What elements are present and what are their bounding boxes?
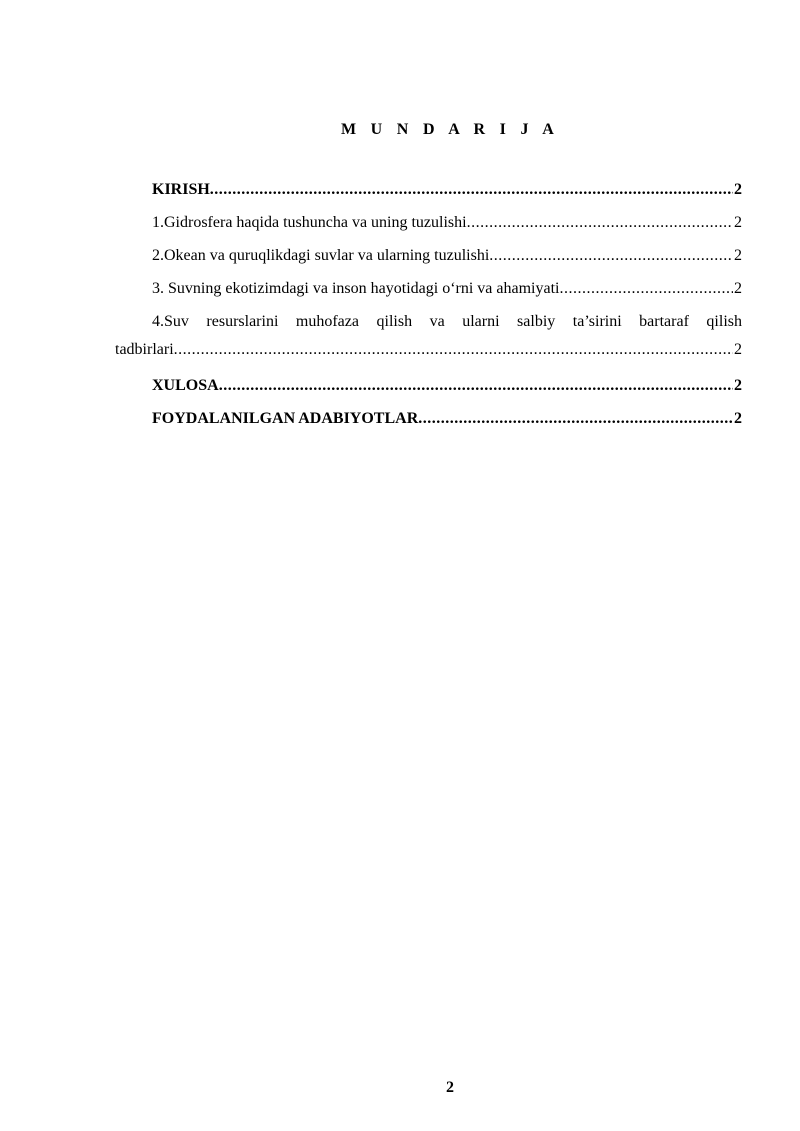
dot-leader xyxy=(489,244,733,268)
dot-leader xyxy=(418,407,733,431)
dot-leader xyxy=(210,178,733,202)
toc-entry-section-1[interactable] xyxy=(115,211,742,244)
toc-entry-title: XULOSA xyxy=(152,377,219,394)
page-title: M U N D A R I J A xyxy=(340,121,560,138)
toc-entry-page: 2 xyxy=(734,247,742,264)
toc-entry-section-3[interactable] xyxy=(115,277,742,310)
toc-entry-page: 2 xyxy=(734,214,742,231)
toc-entry-xulosa[interactable] xyxy=(115,374,742,407)
toc-entry-title: FOYDALANILGAN ADABIYOTLAR xyxy=(152,410,419,427)
toc-entry-title: 3. Suvning ekotizimdagi va inson hayotidagi o‘rni va ahamiyati xyxy=(152,280,560,297)
toc-entry-references[interactable] xyxy=(115,407,742,440)
toc-entry-section-2[interactable] xyxy=(115,244,742,277)
toc-entry-title-line1: 4.Suv resurslarini muhofaza qilish va ularni salbiy ta’sirini bartaraf qilish xyxy=(152,313,742,330)
page-number: 2 xyxy=(446,1079,454,1096)
toc-entry-title-line2: tadbirlari xyxy=(115,341,174,358)
toc-entry-page: 2 xyxy=(734,410,742,427)
toc-entry-title: 2.Okean va quruqlikdagi suvlar va ularning tuzulishi xyxy=(152,247,490,264)
toc-entry-kirish[interactable] xyxy=(115,178,742,211)
toc-entry-section-4[interactable] xyxy=(115,310,742,374)
dot-leader xyxy=(467,211,733,235)
toc-entry-page: 2 xyxy=(734,377,742,394)
toc-entry-page: 2 xyxy=(734,181,742,198)
dot-leader xyxy=(559,277,733,301)
table-of-contents xyxy=(115,178,742,440)
toc-entry-title: KIRISH xyxy=(152,181,210,198)
dot-leader xyxy=(219,374,733,398)
dot-leader xyxy=(174,338,733,362)
toc-entry-page: 2 xyxy=(734,341,742,358)
toc-entry-page: 2 xyxy=(734,280,742,297)
toc-entry-title: 1.Gidrosfera haqida tushuncha va uning tuzulishi xyxy=(152,214,467,231)
